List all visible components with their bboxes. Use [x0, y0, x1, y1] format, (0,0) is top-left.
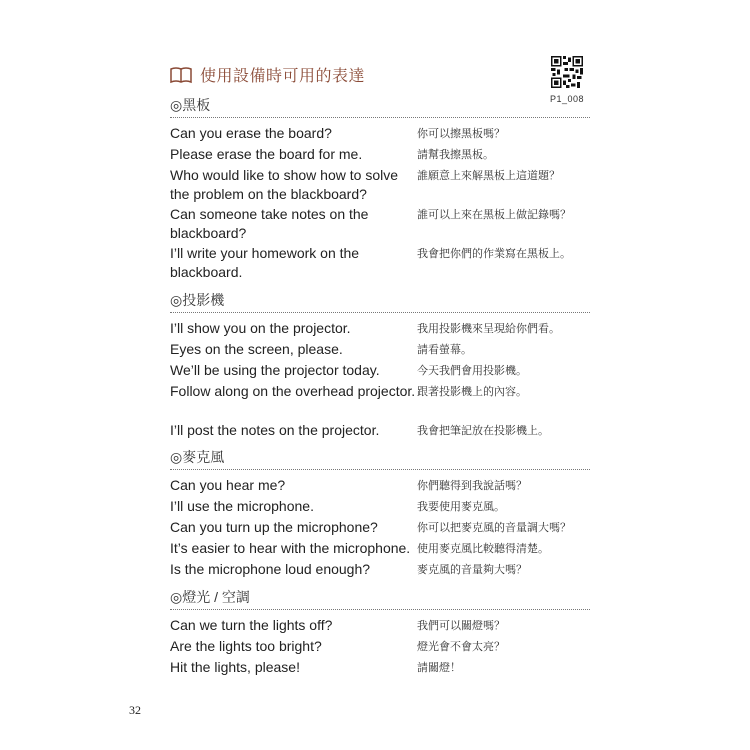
phrase-row [170, 476, 590, 497]
phrase-row [170, 382, 590, 421]
chinese-translation: 燈光會不會太亮？ [417, 641, 505, 653]
open-book-icon [170, 66, 192, 84]
english-phrase: Eyes on the screen, please. [170, 341, 343, 357]
chinese-translation: 請看螢幕。 [417, 344, 472, 356]
english-phrase: I’ll use the microphone. [170, 498, 314, 514]
phrase-row [170, 244, 590, 283]
english-phrase: Can you hear me? [170, 477, 286, 493]
chinese-translation: 你們聽得到我說話嗎？ [417, 480, 527, 492]
english-phrase: I’ll show you on the projector. [170, 320, 351, 336]
english-phrase: Can we turn the lights off? [170, 617, 333, 633]
chinese-translation: 我會把筆記放在投影機上。 [417, 425, 549, 437]
english-phrase: Please erase the board for me. [170, 146, 363, 162]
phrase-row [170, 205, 590, 244]
section-heading: ◎黑板 [170, 95, 590, 118]
phrase-row [170, 340, 590, 361]
chinese-translation: 你可以把麥克風的音量調大嗎？ [417, 522, 571, 534]
phrase-row [170, 145, 590, 166]
phrase-row [170, 560, 590, 581]
english-phrase: Who would like to show how to solve the problem on the blackboard? [170, 167, 398, 202]
audio-track-code: P1_008 [550, 94, 585, 104]
english-phrase: It’s easier to hear with the microphone. [170, 540, 411, 556]
chinese-translation: 你可以擦黑板嗎？ [417, 128, 505, 140]
phrase-row [170, 616, 590, 637]
section-heading: ◎投影機 [170, 290, 590, 313]
chinese-translation: 我會把你們的作業寫在黑板上。 [417, 248, 571, 260]
page-title: 使用設備時可用的表達 [200, 68, 366, 85]
phrase-row [170, 518, 590, 539]
page-header [170, 63, 365, 86]
section-lights [170, 587, 590, 679]
english-phrase: Can you turn up the microphone? [170, 519, 378, 535]
qr-code-icon[interactable] [551, 56, 583, 88]
chinese-translation: 我要使用麥克風。 [417, 501, 505, 513]
chinese-translation: 請幫我擦黑板。 [417, 149, 494, 161]
phrase-row [170, 658, 590, 679]
section-heading: ◎麥克風 [170, 447, 590, 470]
english-phrase: Are the lights too bright? [170, 638, 322, 654]
english-phrase: Can someone take notes on the blackboard? [170, 206, 369, 241]
english-phrase: I’ll post the notes on the projector. [170, 422, 380, 438]
phrase-row [170, 421, 590, 442]
chinese-translation: 誰可以上來在黑板上做記錄嗎？ [417, 209, 571, 221]
phrase-row [170, 319, 590, 340]
section-microphone [170, 447, 590, 581]
english-phrase: Is the microphone loud enough? [170, 561, 371, 577]
phrase-row [170, 539, 590, 560]
english-phrase: I’ll write your homework on the blackboard. [170, 245, 360, 280]
english-phrase: Follow along on the overhead projector. [170, 383, 416, 399]
chinese-translation: 我們可以關燈嗎？ [417, 620, 505, 632]
chinese-translation: 麥克風的音量夠大嗎？ [417, 564, 527, 576]
phrase-row [170, 497, 590, 518]
chinese-translation: 誰願意上來解黑板上這道題？ [417, 170, 560, 182]
page-number: 32 [129, 703, 141, 717]
phrase-row [170, 124, 590, 145]
english-phrase: Hit the lights, please! [170, 659, 300, 675]
chinese-translation: 使用麥克風比較聽得清楚。 [417, 543, 549, 555]
phrase-row [170, 361, 590, 382]
chinese-translation: 跟著投影機上的內容。 [417, 386, 527, 398]
section-blackboard [170, 95, 590, 283]
section-projector [170, 290, 590, 442]
chinese-translation: 我用投影機來呈現給你們看。 [417, 323, 560, 335]
english-phrase: We’ll be using the projector today. [170, 362, 380, 378]
phrase-row [170, 637, 590, 658]
phrase-row [170, 166, 590, 205]
chinese-translation: 今天我們會用投影機。 [417, 365, 527, 377]
chinese-translation: 請關燈！ [417, 662, 461, 674]
section-heading: ◎燈光 / 空調 [170, 587, 590, 610]
english-phrase: Can you erase the board? [170, 125, 332, 141]
